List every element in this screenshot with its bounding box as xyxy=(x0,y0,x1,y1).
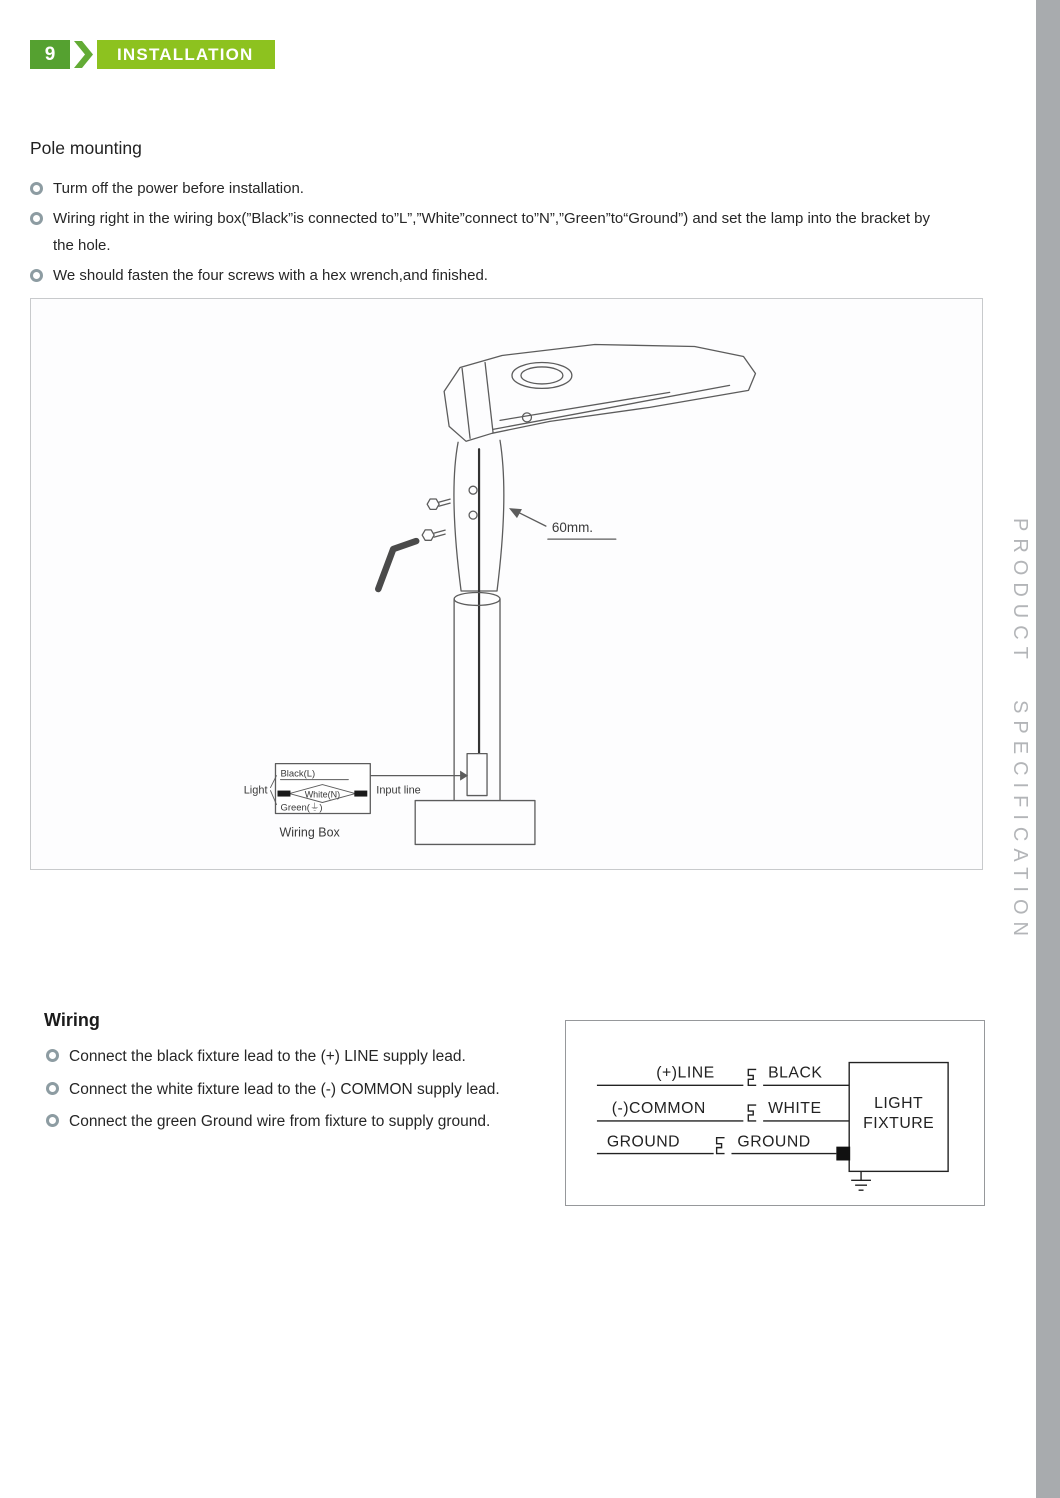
bullet-text: Connect the black fixture lead to the (+) LINE supply lead. xyxy=(69,1048,466,1065)
bullet-text: Connect the green Ground wire from fixture to supply ground. xyxy=(69,1113,491,1131)
row3-left-label: GROUND xyxy=(606,1133,681,1151)
wiring-bullet-list xyxy=(46,1046,576,1133)
lamp-head xyxy=(444,345,755,442)
pole-mounting-bullet-list xyxy=(30,176,935,289)
section-title: INSTALLATION xyxy=(97,40,275,69)
row2-left-label: (-)COMMON xyxy=(611,1100,706,1117)
dimension-label: 60mm. xyxy=(551,520,594,536)
fixture-label-line2: FIXTURE xyxy=(863,1114,935,1132)
input-line xyxy=(370,771,468,781)
pole-mounting-title: Pole mounting xyxy=(30,138,142,158)
right-edge-bar xyxy=(1036,0,1060,1498)
connector-icon xyxy=(748,1105,756,1121)
bullet-item xyxy=(46,1046,576,1068)
bolt-icon xyxy=(427,499,450,509)
wire-green-label: Green(⏚) xyxy=(280,802,323,814)
connector-icon xyxy=(717,1138,725,1154)
row3-right-label: GROUND xyxy=(737,1133,811,1151)
bullet-text: Turm off the power before installation. xyxy=(53,180,304,197)
bullet-item xyxy=(30,206,935,259)
ground-terminal-block xyxy=(836,1147,850,1161)
bullet-circle-icon xyxy=(46,1082,59,1095)
bullet-text: Wiring right in the wiring box(”Black”is connected to”L”,”White”connect to”N”,”Green”to“Ground”) and set the lamp into the bracket by the hole. xyxy=(53,210,931,254)
bullet-circle-icon xyxy=(46,1114,59,1127)
ground-symbol-icon xyxy=(851,1171,871,1190)
bullet-text: Connect the white fixture lead to the (-) COMMON supply lead. xyxy=(69,1080,500,1098)
wiring-title: Wiring xyxy=(44,1010,100,1030)
pole-junction xyxy=(467,754,487,796)
pole xyxy=(415,592,535,844)
input-line-label: Input line xyxy=(376,784,421,797)
bullet-circle-icon xyxy=(30,212,43,225)
wiring-box-caption: Wiring Box xyxy=(279,825,340,840)
bullet-item xyxy=(30,176,935,202)
row2-right-label: WHITE xyxy=(768,1100,822,1117)
light-label: Light xyxy=(243,784,268,797)
row1-right-label: BLACK xyxy=(768,1064,823,1082)
side-vertical-text: PRODUCT SPECIFICATION xyxy=(1009,518,1031,943)
wire-black-label: Black(L) xyxy=(280,768,316,780)
installation-diagram-box xyxy=(30,298,983,870)
bullet-item xyxy=(46,1079,576,1101)
hex-wrench-icon xyxy=(378,541,416,589)
bullet-item xyxy=(30,263,935,289)
wiring-diagram-box xyxy=(565,1020,985,1206)
wire-white-label: White(N) xyxy=(304,789,341,800)
bullet-text: We should fasten the four screws with a hex wrench,and finished. xyxy=(53,266,488,284)
section-number: 9 xyxy=(30,40,70,69)
row1-left-label: (+)LINE xyxy=(656,1064,715,1082)
bullet-item xyxy=(46,1111,576,1133)
section-badge xyxy=(30,40,275,69)
fixture-label-line1: LIGHT xyxy=(874,1095,924,1113)
bullet-circle-icon xyxy=(46,1049,59,1062)
bullet-circle-icon xyxy=(30,269,43,282)
section-chevron-icon xyxy=(70,40,97,69)
connector-icon xyxy=(748,1069,756,1085)
wiring-diagram-svg xyxy=(566,1021,984,1205)
installation-diagram-svg xyxy=(31,299,982,869)
bullet-circle-icon xyxy=(30,182,43,195)
bolt-icon xyxy=(422,530,445,540)
